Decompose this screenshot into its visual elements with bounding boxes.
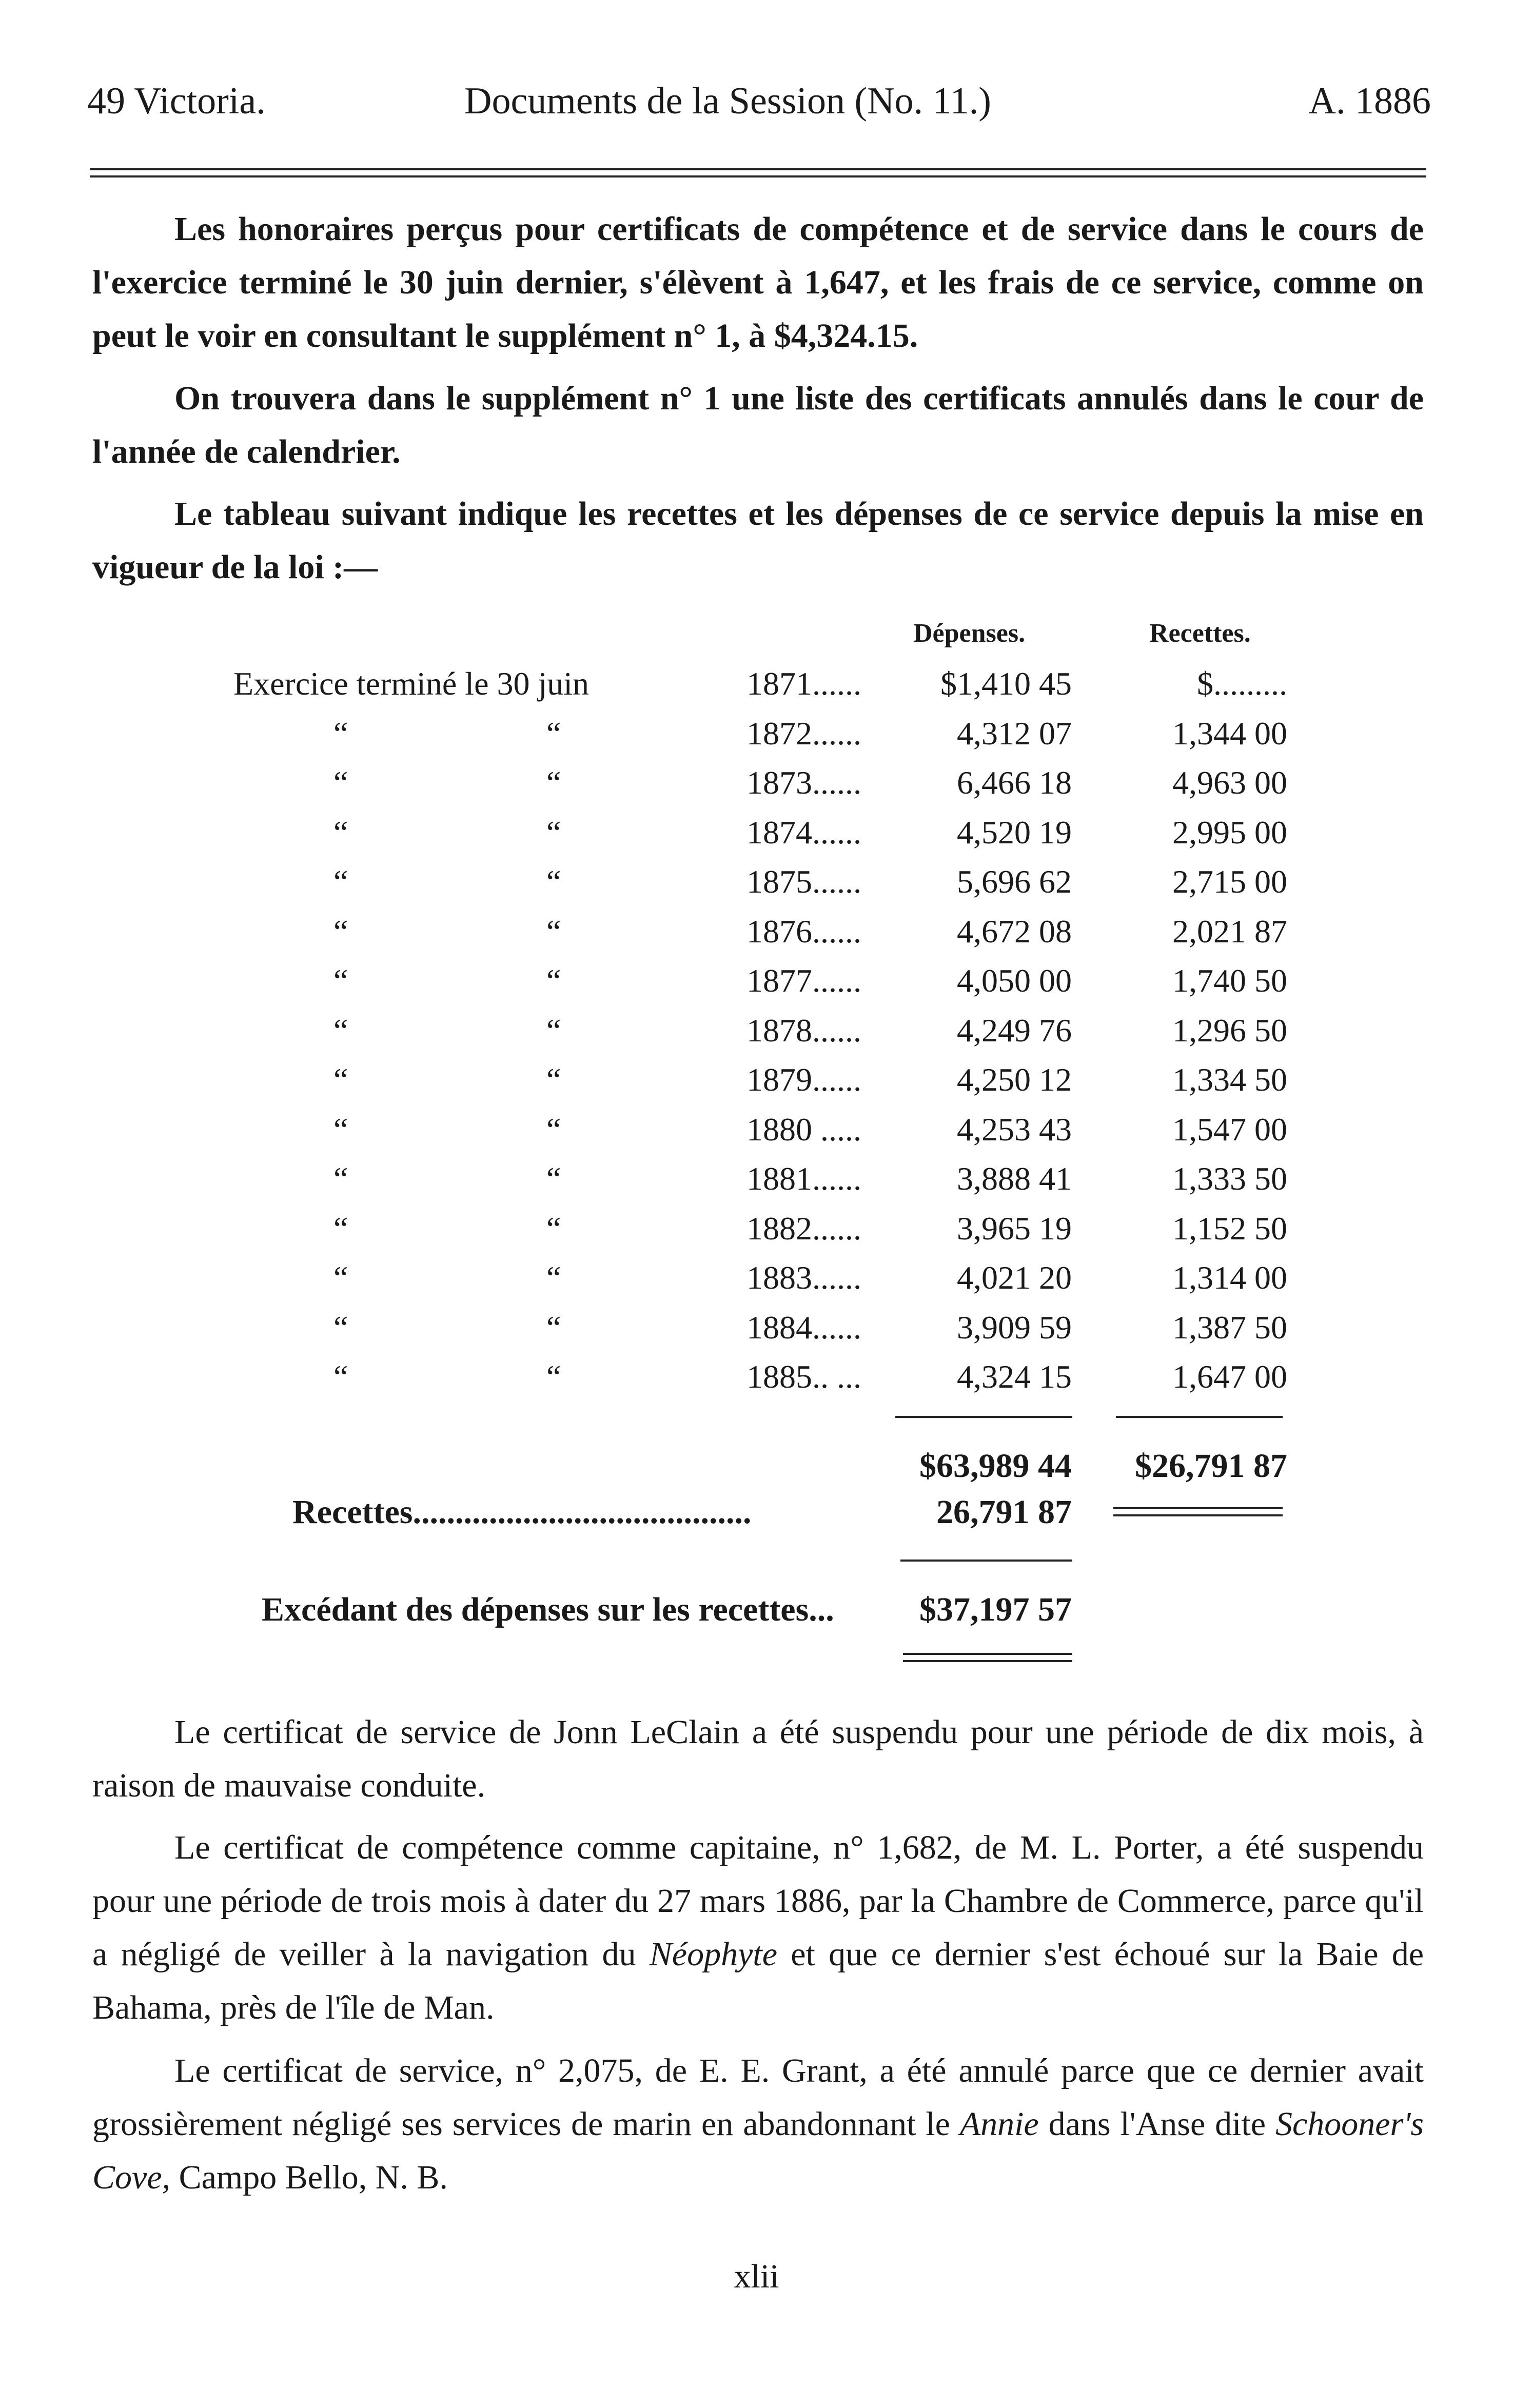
excedant-double-rule-2: [903, 1660, 1072, 1662]
row-depenses: 3,909 59: [957, 1309, 1072, 1346]
paragraph-fees: Les honoraires perçus pour certificats de compétence et de service dans le cours de l'exercice terminé le 30 juin dernier, s'élèvent à 1,647, et les frais de ce service, comme on peut le voir en consultant le supplément n° 1, à $4,324.15.: [92, 210, 1424, 354]
porter-text-a: Le certificat de compétence comme capitaine, n° 1,682, de M. L. Porter, a été suspendu pour une période de trois mois à dater du 27 mars 1886, par la Chambre de Commerce, parce qu'il a négligé de veiller à la navigation du: [92, 1829, 1424, 1973]
ship-name-neophyte: Néophyte: [649, 1936, 778, 1973]
grant-text-a: Le certificat de service, n° 2,075, de E. E. Grant, a été annulé parce que ce dernier avait grossièrement négligé ses services de marin en abandonnant le: [92, 2052, 1424, 2143]
table-row: [0, 1253, 1513, 1302]
ditto-mark: “: [333, 1160, 348, 1197]
row-recettes: 1,334 50: [1172, 1061, 1287, 1098]
excedant-value: $37,197 57: [919, 1591, 1072, 1628]
row-year: 1885.. ...: [746, 1358, 861, 1395]
ditto-mark: “: [333, 1358, 348, 1395]
ditto-mark: “: [546, 1358, 561, 1395]
ditto-mark: “: [546, 1259, 561, 1296]
row-recettes: 1,387 50: [1172, 1309, 1287, 1346]
recettes-double-rule-2: [1113, 1514, 1283, 1516]
ditto-mark: “: [546, 863, 561, 900]
row-depenses: 4,253 43: [957, 1111, 1072, 1148]
ditto-mark: “: [333, 1259, 348, 1296]
row-year: 1883......: [746, 1259, 861, 1296]
recettes-value: 26,791 87: [936, 1493, 1072, 1531]
ditto-mark: “: [546, 1309, 561, 1346]
ditto-mark: “: [546, 715, 561, 752]
ditto-mark: “: [333, 715, 348, 752]
total-rule-depenses: [895, 1416, 1072, 1418]
row-year: 1881......: [746, 1160, 861, 1197]
page-number: xlii: [734, 2258, 779, 2295]
row-year: 1871......: [746, 665, 861, 702]
ditto-mark: “: [333, 863, 348, 900]
row-year: 1880 .....: [746, 1111, 861, 1148]
row-label: Exercice terminé le 30 juin: [233, 665, 590, 702]
ditto-mark: “: [333, 962, 348, 999]
row-depenses: 4,520 19: [957, 814, 1072, 851]
header-year: A. 1886: [1308, 80, 1431, 122]
excedant-label: Excédant des dépenses sur les recettes...: [262, 1591, 834, 1628]
table-row: [0, 1055, 1513, 1104]
row-recettes: 1,333 50: [1172, 1160, 1287, 1197]
row-depenses: 6,466 18: [957, 764, 1072, 801]
ditto-mark: “: [546, 1210, 561, 1247]
row-depenses: 4,250 12: [957, 1061, 1072, 1098]
row-recettes: 1,740 50: [1172, 962, 1287, 999]
row-depenses: 4,672 08: [957, 913, 1072, 950]
ditto-mark: “: [333, 1061, 348, 1098]
row-recettes: 2,021 87: [1172, 913, 1287, 950]
ship-name-annie: Annie: [959, 2105, 1039, 2143]
row-depenses: 4,312 07: [957, 715, 1072, 752]
row-recettes: 1,647 00: [1172, 1358, 1287, 1395]
row-recettes: 1,296 50: [1172, 1012, 1287, 1049]
table-row: [0, 1006, 1513, 1055]
table-row: [0, 1204, 1513, 1253]
ditto-mark: “: [546, 814, 561, 851]
table-row: [0, 659, 1513, 708]
row-year: 1873......: [746, 764, 861, 801]
ditto-mark: “: [546, 1012, 561, 1049]
table-row: [0, 709, 1513, 758]
ditto-mark: “: [546, 1061, 561, 1098]
ditto-mark: “: [546, 1160, 561, 1197]
ditto-mark: “: [333, 1012, 348, 1049]
ditto-mark: “: [333, 764, 348, 801]
ditto-mark: “: [546, 1111, 561, 1148]
row-year: 1879......: [746, 1061, 861, 1098]
row-depenses: 3,965 19: [957, 1210, 1072, 1247]
table-row: [0, 857, 1513, 906]
row-recettes: 1,314 00: [1172, 1259, 1287, 1296]
total-rule-recettes: [1116, 1416, 1283, 1418]
total-recettes: $26,791 87: [1135, 1447, 1287, 1485]
table-row: [0, 1105, 1513, 1154]
row-year: 1882......: [746, 1210, 861, 1247]
recettes-label: Recettes........................................: [292, 1493, 752, 1531]
row-year: 1878......: [746, 1012, 861, 1049]
header-document-title: Documents de la Session (No. 11.): [464, 80, 991, 122]
place-schooners-cove: Schooner's Cove,: [92, 2105, 1424, 2196]
ditto-mark: “: [333, 814, 348, 851]
ditto-mark: “: [546, 913, 561, 950]
table-row: [0, 808, 1513, 857]
row-depenses: 4,324 15: [957, 1358, 1072, 1395]
table-row: [0, 1154, 1513, 1203]
table-row: [0, 956, 1513, 1005]
row-depenses: 3,888 41: [957, 1160, 1072, 1197]
row-depenses: 4,050 00: [957, 962, 1072, 999]
excedant-double-rule-1: [903, 1653, 1072, 1655]
header-rule-top: [90, 168, 1426, 170]
paragraph-table-intro: Le tableau suivant indique les recettes et les dépenses de ce service depuis la mise en vigueur de la loi :—: [92, 495, 1424, 586]
row-recettes: $.........: [1197, 665, 1287, 702]
row-recettes: 4,963 00: [1172, 764, 1287, 801]
row-depenses: 5,696 62: [957, 863, 1072, 900]
row-recettes: 1,344 00: [1172, 715, 1287, 752]
table-row: [0, 758, 1513, 807]
column-header-recettes: Recettes.: [1149, 619, 1251, 648]
row-year: 1877......: [746, 962, 861, 999]
paragraph-leclain: Le certificat de service de Jonn LeClain a été suspendu pour une période de dix mois, à raison de mauvaise conduite.: [92, 1713, 1424, 1804]
header-rule-bottom: [90, 175, 1426, 177]
header-regnal-year: 49 Victoria.: [87, 80, 266, 122]
grant-text-b: dans l'Anse dite: [1048, 2105, 1266, 2143]
ditto-mark: “: [333, 1210, 348, 1247]
column-header-depenses: Dépenses.: [913, 619, 1026, 648]
table-row: [0, 1303, 1513, 1352]
row-depenses: 4,021 20: [957, 1259, 1072, 1296]
total-depenses: $63,989 44: [919, 1447, 1072, 1485]
ditto-mark: “: [333, 1309, 348, 1346]
porter-text-b: et que ce dernier s'est échoué sur la Baie de Bahama, près de l'île de Man.: [92, 1936, 1424, 2026]
row-year: 1875......: [746, 863, 861, 900]
paragraph-grant: [92, 2044, 1424, 2204]
ditto-mark: “: [546, 962, 561, 999]
table-row: [0, 1352, 1513, 1402]
ditto-mark: “: [333, 1111, 348, 1148]
subtraction-rule: [900, 1560, 1072, 1562]
row-year: 1872......: [746, 715, 861, 752]
recettes-double-rule-1: [1113, 1507, 1283, 1509]
row-depenses: $1,410 45: [940, 665, 1072, 702]
ditto-mark: “: [333, 913, 348, 950]
row-recettes: 2,995 00: [1172, 814, 1287, 851]
row-year: 1874......: [746, 814, 861, 851]
grant-text-c: Campo Bello, N. B.: [179, 2159, 448, 2196]
row-recettes: 1,152 50: [1172, 1210, 1287, 1247]
row-depenses: 4,249 76: [957, 1012, 1072, 1049]
row-recettes: 1,547 00: [1172, 1111, 1287, 1148]
row-recettes: 2,715 00: [1172, 863, 1287, 900]
table-row: [0, 907, 1513, 956]
row-year: 1876......: [746, 913, 861, 950]
row-year: 1884......: [746, 1309, 861, 1346]
paragraph-cancelled-list: On trouvera dans le supplément n° 1 une liste des certificats annulés dans le cour de l'année de calendrier.: [92, 380, 1424, 470]
paragraph-porter: [92, 1821, 1424, 2035]
ditto-mark: “: [546, 764, 561, 801]
